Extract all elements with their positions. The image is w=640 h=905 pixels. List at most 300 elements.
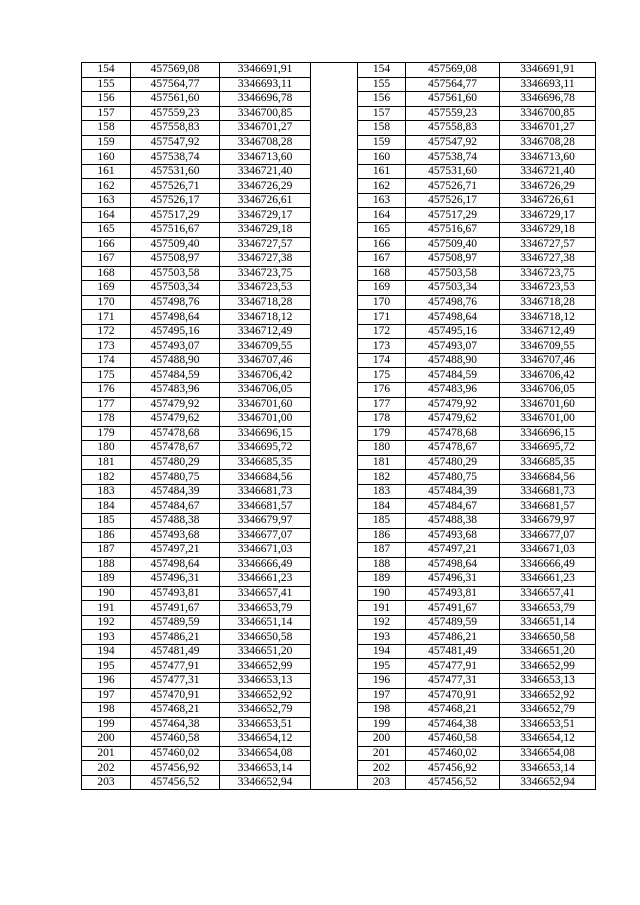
table-row xyxy=(82,295,596,310)
left-x-coordinate-cell: 457526,17 xyxy=(131,193,220,208)
left-y-coordinate-cell: 3346653,79 xyxy=(220,601,311,616)
left-x-coordinate-cell: 457464,38 xyxy=(131,717,220,732)
column-spacer xyxy=(311,688,358,703)
column-spacer xyxy=(311,208,358,223)
right-y-coordinate-cell: 3346700,85 xyxy=(500,106,596,121)
left-y-coordinate-cell: 3346701,27 xyxy=(220,121,311,136)
table-row xyxy=(82,324,596,339)
left-x-coordinate-cell: 457517,29 xyxy=(131,208,220,223)
column-spacer xyxy=(311,703,358,718)
table-row xyxy=(82,761,596,776)
left-y-coordinate-cell: 3346723,53 xyxy=(220,281,311,296)
column-spacer xyxy=(311,324,358,339)
left-point-number-cell: 191 xyxy=(82,601,131,616)
column-spacer xyxy=(311,121,358,136)
right-x-coordinate-cell: 457503,34 xyxy=(406,281,500,296)
column-spacer xyxy=(311,193,358,208)
right-point-number-cell: 199 xyxy=(358,717,406,732)
left-y-coordinate-cell: 3346653,51 xyxy=(220,717,311,732)
column-spacer xyxy=(311,499,358,514)
right-point-number-cell: 189 xyxy=(358,572,406,587)
right-point-number-cell: 170 xyxy=(358,295,406,310)
right-point-number-cell: 169 xyxy=(358,281,406,296)
right-point-number-cell: 171 xyxy=(358,310,406,325)
column-spacer xyxy=(311,543,358,558)
right-x-coordinate-cell: 457460,58 xyxy=(406,732,500,747)
left-point-number-cell: 172 xyxy=(82,324,131,339)
left-y-coordinate-cell: 3346693,11 xyxy=(220,77,311,92)
left-x-coordinate-cell: 457564,77 xyxy=(131,77,220,92)
table-row xyxy=(82,310,596,325)
left-x-coordinate-cell: 457491,67 xyxy=(131,601,220,616)
left-x-coordinate-cell: 457456,52 xyxy=(131,775,220,790)
right-point-number-cell: 164 xyxy=(358,208,406,223)
right-point-number-cell: 192 xyxy=(358,615,406,630)
right-y-coordinate-cell: 3346654,08 xyxy=(500,746,596,761)
right-y-coordinate-cell: 3346653,13 xyxy=(500,673,596,688)
left-point-number-cell: 190 xyxy=(82,586,131,601)
left-x-coordinate-cell: 457516,67 xyxy=(131,223,220,238)
left-y-coordinate-cell: 3346709,55 xyxy=(220,339,311,354)
column-spacer xyxy=(311,455,358,470)
left-point-number-cell: 164 xyxy=(82,208,131,223)
left-point-number-cell: 194 xyxy=(82,644,131,659)
left-y-coordinate-cell: 3346727,38 xyxy=(220,252,311,267)
table-row xyxy=(82,528,596,543)
left-x-coordinate-cell: 457480,29 xyxy=(131,455,220,470)
left-x-coordinate-cell: 457479,92 xyxy=(131,397,220,412)
left-point-number-cell: 188 xyxy=(82,557,131,572)
left-x-coordinate-cell: 457478,67 xyxy=(131,441,220,456)
left-point-number-cell: 183 xyxy=(82,484,131,499)
table-row xyxy=(82,455,596,470)
right-point-number-cell: 161 xyxy=(358,164,406,179)
right-y-coordinate-cell: 3346696,78 xyxy=(500,92,596,107)
left-point-number-cell: 154 xyxy=(82,63,131,78)
left-point-number-cell: 200 xyxy=(82,732,131,747)
left-point-number-cell: 197 xyxy=(82,688,131,703)
table-row xyxy=(82,441,596,456)
left-x-coordinate-cell: 457486,21 xyxy=(131,630,220,645)
right-point-number-cell: 203 xyxy=(358,775,406,790)
table-row xyxy=(82,208,596,223)
table-row xyxy=(82,717,596,732)
right-x-coordinate-cell: 457484,39 xyxy=(406,484,500,499)
right-y-coordinate-cell: 3346684,56 xyxy=(500,470,596,485)
left-point-number-cell: 167 xyxy=(82,252,131,267)
left-point-number-cell: 198 xyxy=(82,703,131,718)
left-x-coordinate-cell: 457488,90 xyxy=(131,353,220,368)
left-x-coordinate-cell: 457526,71 xyxy=(131,179,220,194)
right-x-coordinate-cell: 457493,07 xyxy=(406,339,500,354)
right-x-coordinate-cell: 457569,08 xyxy=(406,63,500,78)
right-point-number-cell: 177 xyxy=(358,397,406,412)
left-y-coordinate-cell: 3346726,29 xyxy=(220,179,311,194)
table-row xyxy=(82,732,596,747)
left-x-coordinate-cell: 457498,64 xyxy=(131,310,220,325)
table-row xyxy=(82,77,596,92)
column-spacer xyxy=(311,339,358,354)
table-row xyxy=(82,193,596,208)
table-row xyxy=(82,601,596,616)
left-y-coordinate-cell: 3346677,07 xyxy=(220,528,311,543)
right-point-number-cell: 154 xyxy=(358,63,406,78)
left-y-coordinate-cell: 3346653,13 xyxy=(220,673,311,688)
left-y-coordinate-cell: 3346685,35 xyxy=(220,455,311,470)
column-spacer xyxy=(311,732,358,747)
right-y-coordinate-cell: 3346671,03 xyxy=(500,543,596,558)
column-spacer xyxy=(311,426,358,441)
right-point-number-cell: 186 xyxy=(358,528,406,543)
left-x-coordinate-cell: 457468,21 xyxy=(131,703,220,718)
left-y-coordinate-cell: 3346712,49 xyxy=(220,324,311,339)
left-y-coordinate-cell: 3346652,99 xyxy=(220,659,311,674)
left-x-coordinate-cell: 457477,31 xyxy=(131,673,220,688)
right-y-coordinate-cell: 3346666,49 xyxy=(500,557,596,572)
right-point-number-cell: 155 xyxy=(358,77,406,92)
table-row xyxy=(82,179,596,194)
right-x-coordinate-cell: 457538,74 xyxy=(406,150,500,165)
left-x-coordinate-cell: 457488,38 xyxy=(131,513,220,528)
left-point-number-cell: 189 xyxy=(82,572,131,587)
right-point-number-cell: 163 xyxy=(358,193,406,208)
column-spacer xyxy=(311,92,358,107)
left-point-number-cell: 176 xyxy=(82,383,131,398)
right-y-coordinate-cell: 3346708,28 xyxy=(500,135,596,150)
column-spacer xyxy=(311,63,358,78)
right-point-number-cell: 194 xyxy=(358,644,406,659)
left-x-coordinate-cell: 457495,16 xyxy=(131,324,220,339)
right-y-coordinate-cell: 3346706,42 xyxy=(500,368,596,383)
right-x-coordinate-cell: 457479,62 xyxy=(406,412,500,427)
right-point-number-cell: 160 xyxy=(358,150,406,165)
column-spacer xyxy=(311,252,358,267)
left-y-coordinate-cell: 3346721,40 xyxy=(220,164,311,179)
right-x-coordinate-cell: 457488,38 xyxy=(406,513,500,528)
right-y-coordinate-cell: 3346706,05 xyxy=(500,383,596,398)
left-y-coordinate-cell: 3346679,97 xyxy=(220,513,311,528)
column-spacer xyxy=(311,659,358,674)
column-spacer xyxy=(311,630,358,645)
left-y-coordinate-cell: 3346713,60 xyxy=(220,150,311,165)
right-point-number-cell: 197 xyxy=(358,688,406,703)
right-y-coordinate-cell: 3346681,73 xyxy=(500,484,596,499)
right-y-coordinate-cell: 3346653,51 xyxy=(500,717,596,732)
right-x-coordinate-cell: 457480,75 xyxy=(406,470,500,485)
right-y-coordinate-cell: 3346721,40 xyxy=(500,164,596,179)
right-point-number-cell: 168 xyxy=(358,266,406,281)
right-x-coordinate-cell: 457547,92 xyxy=(406,135,500,150)
right-point-number-cell: 196 xyxy=(358,673,406,688)
left-x-coordinate-cell: 457493,07 xyxy=(131,339,220,354)
left-point-number-cell: 201 xyxy=(82,746,131,761)
right-point-number-cell: 190 xyxy=(358,586,406,601)
right-y-coordinate-cell: 3346650,58 xyxy=(500,630,596,645)
right-y-coordinate-cell: 3346693,11 xyxy=(500,77,596,92)
left-x-coordinate-cell: 457509,40 xyxy=(131,237,220,252)
right-x-coordinate-cell: 457481,49 xyxy=(406,644,500,659)
right-y-coordinate-cell: 3346727,38 xyxy=(500,252,596,267)
column-spacer xyxy=(311,513,358,528)
left-point-number-cell: 165 xyxy=(82,223,131,238)
right-point-number-cell: 158 xyxy=(358,121,406,136)
left-point-number-cell: 162 xyxy=(82,179,131,194)
right-y-coordinate-cell: 3346696,15 xyxy=(500,426,596,441)
column-spacer xyxy=(311,310,358,325)
right-point-number-cell: 198 xyxy=(358,703,406,718)
column-spacer xyxy=(311,615,358,630)
column-spacer xyxy=(311,383,358,398)
column-spacer xyxy=(311,601,358,616)
right-y-coordinate-cell: 3346652,94 xyxy=(500,775,596,790)
left-x-coordinate-cell: 457493,81 xyxy=(131,586,220,601)
right-x-coordinate-cell: 457484,59 xyxy=(406,368,500,383)
right-y-coordinate-cell: 3346652,79 xyxy=(500,703,596,718)
left-y-coordinate-cell: 3346654,08 xyxy=(220,746,311,761)
right-x-coordinate-cell: 457493,81 xyxy=(406,586,500,601)
left-point-number-cell: 156 xyxy=(82,92,131,107)
column-spacer xyxy=(311,441,358,456)
left-point-number-cell: 157 xyxy=(82,106,131,121)
right-x-coordinate-cell: 457526,17 xyxy=(406,193,500,208)
coordinates-table-body xyxy=(82,63,596,790)
right-y-coordinate-cell: 3346718,12 xyxy=(500,310,596,325)
left-y-coordinate-cell: 3346701,60 xyxy=(220,397,311,412)
table-row xyxy=(82,63,596,78)
left-x-coordinate-cell: 457481,49 xyxy=(131,644,220,659)
right-y-coordinate-cell: 3346701,27 xyxy=(500,121,596,136)
right-y-coordinate-cell: 3346681,57 xyxy=(500,499,596,514)
right-y-coordinate-cell: 3346707,46 xyxy=(500,353,596,368)
right-x-coordinate-cell: 457456,92 xyxy=(406,761,500,776)
column-spacer xyxy=(311,717,358,732)
right-y-coordinate-cell: 3346726,29 xyxy=(500,179,596,194)
column-spacer xyxy=(311,281,358,296)
left-x-coordinate-cell: 457561,60 xyxy=(131,92,220,107)
right-point-number-cell: 182 xyxy=(358,470,406,485)
table-row xyxy=(82,397,596,412)
right-x-coordinate-cell: 457470,91 xyxy=(406,688,500,703)
left-point-number-cell: 179 xyxy=(82,426,131,441)
table-row xyxy=(82,135,596,150)
left-point-number-cell: 184 xyxy=(82,499,131,514)
right-x-coordinate-cell: 457493,68 xyxy=(406,528,500,543)
right-point-number-cell: 166 xyxy=(358,237,406,252)
right-y-coordinate-cell: 3346729,18 xyxy=(500,223,596,238)
left-y-coordinate-cell: 3346650,58 xyxy=(220,630,311,645)
left-x-coordinate-cell: 457558,83 xyxy=(131,121,220,136)
right-point-number-cell: 202 xyxy=(358,761,406,776)
left-y-coordinate-cell: 3346681,57 xyxy=(220,499,311,514)
right-x-coordinate-cell: 457486,21 xyxy=(406,630,500,645)
right-x-coordinate-cell: 457564,77 xyxy=(406,77,500,92)
table-row xyxy=(82,106,596,121)
left-y-coordinate-cell: 3346707,46 xyxy=(220,353,311,368)
column-spacer xyxy=(311,484,358,499)
right-point-number-cell: 200 xyxy=(358,732,406,747)
left-x-coordinate-cell: 457460,02 xyxy=(131,746,220,761)
left-x-coordinate-cell: 457508,97 xyxy=(131,252,220,267)
left-point-number-cell: 174 xyxy=(82,353,131,368)
table-row xyxy=(82,150,596,165)
table-row xyxy=(82,630,596,645)
left-x-coordinate-cell: 457479,62 xyxy=(131,412,220,427)
table-row xyxy=(82,223,596,238)
right-point-number-cell: 188 xyxy=(358,557,406,572)
right-x-coordinate-cell: 457516,67 xyxy=(406,223,500,238)
right-x-coordinate-cell: 457503,58 xyxy=(406,266,500,281)
right-x-coordinate-cell: 457478,67 xyxy=(406,441,500,456)
left-x-coordinate-cell: 457477,91 xyxy=(131,659,220,674)
column-spacer xyxy=(311,295,358,310)
left-point-number-cell: 175 xyxy=(82,368,131,383)
column-spacer xyxy=(311,266,358,281)
right-x-coordinate-cell: 457484,67 xyxy=(406,499,500,514)
right-point-number-cell: 175 xyxy=(358,368,406,383)
left-point-number-cell: 178 xyxy=(82,412,131,427)
left-x-coordinate-cell: 457484,67 xyxy=(131,499,220,514)
column-spacer xyxy=(311,237,358,252)
right-x-coordinate-cell: 457497,21 xyxy=(406,543,500,558)
column-spacer xyxy=(311,77,358,92)
left-point-number-cell: 155 xyxy=(82,77,131,92)
right-x-coordinate-cell: 457496,31 xyxy=(406,572,500,587)
right-x-coordinate-cell: 457464,38 xyxy=(406,717,500,732)
right-y-coordinate-cell: 3346685,35 xyxy=(500,455,596,470)
left-y-coordinate-cell: 3346695,72 xyxy=(220,441,311,456)
right-x-coordinate-cell: 457561,60 xyxy=(406,92,500,107)
column-spacer xyxy=(311,150,358,165)
left-x-coordinate-cell: 457470,91 xyxy=(131,688,220,703)
right-point-number-cell: 167 xyxy=(358,252,406,267)
column-spacer xyxy=(311,368,358,383)
left-y-coordinate-cell: 3346654,12 xyxy=(220,732,311,747)
table-row xyxy=(82,644,596,659)
table-row xyxy=(82,383,596,398)
left-x-coordinate-cell: 457559,23 xyxy=(131,106,220,121)
left-y-coordinate-cell: 3346681,73 xyxy=(220,484,311,499)
right-point-number-cell: 172 xyxy=(358,324,406,339)
right-x-coordinate-cell: 457483,96 xyxy=(406,383,500,398)
left-point-number-cell: 166 xyxy=(82,237,131,252)
left-x-coordinate-cell: 457480,75 xyxy=(131,470,220,485)
left-point-number-cell: 170 xyxy=(82,295,131,310)
right-y-coordinate-cell: 3346651,14 xyxy=(500,615,596,630)
left-point-number-cell: 185 xyxy=(82,513,131,528)
table-row xyxy=(82,673,596,688)
left-x-coordinate-cell: 457493,68 xyxy=(131,528,220,543)
left-x-coordinate-cell: 457489,59 xyxy=(131,615,220,630)
right-point-number-cell: 201 xyxy=(358,746,406,761)
right-point-number-cell: 173 xyxy=(358,339,406,354)
right-point-number-cell: 195 xyxy=(358,659,406,674)
table-row xyxy=(82,164,596,179)
left-y-coordinate-cell: 3346684,56 xyxy=(220,470,311,485)
right-y-coordinate-cell: 3346701,60 xyxy=(500,397,596,412)
right-x-coordinate-cell: 457558,83 xyxy=(406,121,500,136)
right-y-coordinate-cell: 3346677,07 xyxy=(500,528,596,543)
right-point-number-cell: 187 xyxy=(358,543,406,558)
right-y-coordinate-cell: 3346679,97 xyxy=(500,513,596,528)
table-row xyxy=(82,368,596,383)
right-x-coordinate-cell: 457460,02 xyxy=(406,746,500,761)
table-row xyxy=(82,586,596,601)
left-point-number-cell: 186 xyxy=(82,528,131,543)
table-row xyxy=(82,513,596,528)
right-y-coordinate-cell: 3346651,20 xyxy=(500,644,596,659)
table-row xyxy=(82,557,596,572)
left-x-coordinate-cell: 457496,31 xyxy=(131,572,220,587)
right-y-coordinate-cell: 3346726,61 xyxy=(500,193,596,208)
left-y-coordinate-cell: 3346706,05 xyxy=(220,383,311,398)
right-y-coordinate-cell: 3346653,79 xyxy=(500,601,596,616)
right-x-coordinate-cell: 457531,60 xyxy=(406,164,500,179)
left-x-coordinate-cell: 457484,59 xyxy=(131,368,220,383)
right-x-coordinate-cell: 457489,59 xyxy=(406,615,500,630)
right-x-coordinate-cell: 457456,52 xyxy=(406,775,500,790)
left-y-coordinate-cell: 3346729,17 xyxy=(220,208,311,223)
left-point-number-cell: 173 xyxy=(82,339,131,354)
table-row xyxy=(82,237,596,252)
right-y-coordinate-cell: 3346695,72 xyxy=(500,441,596,456)
left-x-coordinate-cell: 457456,92 xyxy=(131,761,220,776)
left-x-coordinate-cell: 457460,58 xyxy=(131,732,220,747)
right-x-coordinate-cell: 457495,16 xyxy=(406,324,500,339)
right-y-coordinate-cell: 3346723,53 xyxy=(500,281,596,296)
right-point-number-cell: 165 xyxy=(358,223,406,238)
table-row xyxy=(82,688,596,703)
left-x-coordinate-cell: 457498,64 xyxy=(131,557,220,572)
column-spacer xyxy=(311,746,358,761)
left-y-coordinate-cell: 3346708,28 xyxy=(220,135,311,150)
left-point-number-cell: 182 xyxy=(82,470,131,485)
left-y-coordinate-cell: 3346661,23 xyxy=(220,572,311,587)
table-row xyxy=(82,615,596,630)
left-x-coordinate-cell: 457531,60 xyxy=(131,164,220,179)
left-y-coordinate-cell: 3346701,00 xyxy=(220,412,311,427)
right-y-coordinate-cell: 3346709,55 xyxy=(500,339,596,354)
column-spacer xyxy=(311,775,358,790)
column-spacer xyxy=(311,644,358,659)
right-point-number-cell: 157 xyxy=(358,106,406,121)
left-x-coordinate-cell: 457503,34 xyxy=(131,281,220,296)
column-spacer xyxy=(311,673,358,688)
right-point-number-cell: 156 xyxy=(358,92,406,107)
left-y-coordinate-cell: 3346696,78 xyxy=(220,92,311,107)
right-x-coordinate-cell: 457517,29 xyxy=(406,208,500,223)
left-point-number-cell: 159 xyxy=(82,135,131,150)
right-point-number-cell: 178 xyxy=(358,412,406,427)
left-y-coordinate-cell: 3346726,61 xyxy=(220,193,311,208)
left-point-number-cell: 192 xyxy=(82,615,131,630)
left-point-number-cell: 169 xyxy=(82,281,131,296)
right-point-number-cell: 184 xyxy=(358,499,406,514)
right-x-coordinate-cell: 457498,76 xyxy=(406,295,500,310)
column-spacer xyxy=(311,557,358,572)
left-y-coordinate-cell: 3346651,14 xyxy=(220,615,311,630)
column-spacer xyxy=(311,223,358,238)
left-x-coordinate-cell: 457498,76 xyxy=(131,295,220,310)
left-y-coordinate-cell: 3346727,57 xyxy=(220,237,311,252)
coordinates-table xyxy=(81,62,596,790)
right-x-coordinate-cell: 457498,64 xyxy=(406,557,500,572)
left-point-number-cell: 196 xyxy=(82,673,131,688)
left-y-coordinate-cell: 3346651,20 xyxy=(220,644,311,659)
column-spacer xyxy=(311,397,358,412)
left-point-number-cell: 168 xyxy=(82,266,131,281)
table-row xyxy=(82,426,596,441)
left-y-coordinate-cell: 3346666,49 xyxy=(220,557,311,572)
